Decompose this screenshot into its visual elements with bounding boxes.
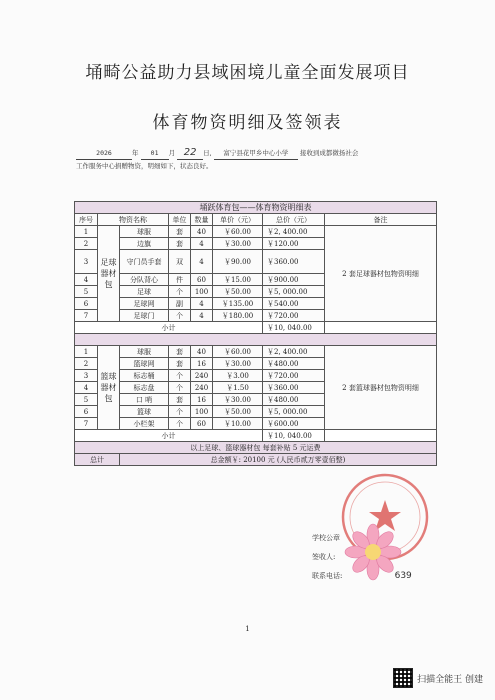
header-qty: 数量 bbox=[191, 214, 213, 226]
row-number: 2 bbox=[75, 358, 98, 370]
item-name: 口 哨 bbox=[120, 394, 169, 406]
item-unit: 套 bbox=[169, 358, 191, 370]
row-number: 6 bbox=[75, 406, 98, 418]
item-qty: 100 bbox=[191, 286, 213, 298]
item-total: ￥600.00 bbox=[263, 418, 325, 430]
item-name: 小栏架 bbox=[120, 418, 169, 430]
item-price: ￥90.00 bbox=[213, 250, 263, 274]
row-number: 7 bbox=[75, 418, 98, 430]
item-total: ￥120.00 bbox=[263, 238, 325, 250]
item-price: ￥15.00 bbox=[213, 274, 263, 286]
row-number: 5 bbox=[75, 394, 98, 406]
item-price: ￥60.00 bbox=[213, 226, 263, 238]
basketball-note: 2 套篮球器材包物资明细 bbox=[325, 346, 437, 430]
item-name: 边旗 bbox=[120, 238, 169, 250]
item-name: 篮球网 bbox=[120, 358, 169, 370]
item-total: ￥2, 400.00 bbox=[263, 346, 325, 358]
row-number: 1 bbox=[75, 346, 98, 358]
football-subtotal-row bbox=[75, 322, 437, 334]
grand-total-label: 总计 bbox=[75, 454, 120, 466]
item-price: ￥50.00 bbox=[213, 286, 263, 298]
header-no: 序号 bbox=[75, 214, 98, 226]
header-total: 总价（元） bbox=[263, 214, 325, 226]
item-qty: 4 bbox=[191, 310, 213, 322]
shipping-note-row bbox=[75, 442, 437, 454]
basketball-group-label: 篮球器材包 bbox=[98, 346, 120, 430]
row-number: 3 bbox=[75, 250, 98, 274]
table-title: 埇跃体育包——体育物资明细表 bbox=[75, 202, 437, 214]
header-note: 备注 bbox=[325, 214, 437, 226]
scanner-footer bbox=[393, 668, 483, 688]
item-price: ￥50.00 bbox=[213, 406, 263, 418]
item-price: ￥30.00 bbox=[213, 394, 263, 406]
item-total: ￥360.00 bbox=[263, 382, 325, 394]
materials-table bbox=[74, 201, 437, 466]
qr-code-icon bbox=[393, 668, 413, 688]
item-total: ￥5, 000.00 bbox=[263, 286, 325, 298]
header-price: 单价（元） bbox=[213, 214, 263, 226]
row-number: 5 bbox=[75, 286, 98, 298]
header-name: 物资名称 bbox=[98, 214, 169, 226]
item-unit: 双 bbox=[169, 250, 191, 274]
item-price: ￥30.00 bbox=[213, 238, 263, 250]
item-qty: 40 bbox=[191, 346, 213, 358]
month-suffix: 月 bbox=[168, 149, 176, 157]
item-name: 足球 bbox=[120, 286, 169, 298]
item-qty: 240 bbox=[191, 370, 213, 382]
item-total: ￥360.00 bbox=[263, 250, 325, 274]
year-field: 2026 bbox=[76, 147, 132, 160]
item-qty: 60 bbox=[191, 418, 213, 430]
item-name: 足球门 bbox=[120, 310, 169, 322]
item-qty: 4 bbox=[191, 238, 213, 250]
row-number: 4 bbox=[75, 274, 98, 286]
football-subtotal-label: 小计 bbox=[75, 322, 263, 334]
row-number: 7 bbox=[75, 310, 98, 322]
intro-text-1: 接收到成都微扬社会 bbox=[299, 149, 359, 157]
month-field: 01 bbox=[141, 147, 169, 160]
item-total: ￥480.00 bbox=[263, 358, 325, 370]
header-unit: 单位 bbox=[169, 214, 191, 226]
item-price: ￥180.00 bbox=[213, 310, 263, 322]
item-name: 球服 bbox=[120, 346, 169, 358]
project-title: 埇畸公益助力县域困境儿童全面发展项目 bbox=[85, 63, 410, 83]
item-qty: 240 bbox=[191, 382, 213, 394]
grand-total-row bbox=[75, 454, 437, 466]
item-qty: 40 bbox=[191, 226, 213, 238]
item-price: ￥30.00 bbox=[213, 358, 263, 370]
item-unit: 个 bbox=[169, 370, 191, 382]
item-unit: 套 bbox=[169, 394, 191, 406]
school-field: 富宁县花甲乡中心小学 bbox=[214, 147, 298, 160]
item-name: 足球网 bbox=[120, 298, 169, 310]
row-number: 1 bbox=[75, 226, 98, 238]
item-name: 标志盘 bbox=[120, 382, 169, 394]
row-number: 4 bbox=[75, 382, 98, 394]
football-group-label: 足球器材包 bbox=[98, 226, 120, 322]
intro-text-2: 工作服务中心捐赠物资，明细如下，状态良好。 bbox=[76, 162, 213, 170]
phone-prefix: 联系电话: bbox=[312, 572, 343, 580]
signer-label: 签收人: bbox=[312, 553, 336, 561]
page-number: 1 bbox=[245, 625, 250, 633]
basketball-subtotal-label: 小计 bbox=[75, 430, 263, 442]
item-total: ￥900.00 bbox=[263, 274, 325, 286]
basketball-row bbox=[75, 346, 437, 358]
section-separator bbox=[75, 334, 437, 346]
item-total: ￥720.00 bbox=[263, 370, 325, 382]
item-unit: 副 bbox=[169, 298, 191, 310]
football-note: 2 套足球器材包物资明细 bbox=[325, 226, 437, 322]
row-number: 2 bbox=[75, 238, 98, 250]
item-unit: 套 bbox=[169, 238, 191, 250]
item-name: 球服 bbox=[120, 226, 169, 238]
item-qty: 60 bbox=[191, 274, 213, 286]
item-unit: 套 bbox=[169, 226, 191, 238]
item-name: 篮球 bbox=[120, 406, 169, 418]
item-total: ￥2, 400.00 bbox=[263, 226, 325, 238]
table-header-row bbox=[75, 214, 437, 226]
intro-paragraph bbox=[76, 147, 436, 172]
item-price: ￥135.00 bbox=[213, 298, 263, 310]
football-row bbox=[75, 226, 437, 238]
item-price: ￥10.00 bbox=[213, 418, 263, 430]
item-unit: 个 bbox=[169, 418, 191, 430]
school-stamp-label: 学校公章 bbox=[312, 534, 340, 542]
basketball-subtotal-row bbox=[75, 430, 437, 442]
item-unit: 个 bbox=[169, 382, 191, 394]
item-unit: 件 bbox=[169, 274, 191, 286]
grand-total-value: 总金额￥: 20100 元 (人民币贰万零壹佰整) bbox=[120, 454, 437, 466]
basketball-subtotal-value: ￥10, 040.00 bbox=[263, 430, 325, 442]
day-field: 22 bbox=[177, 147, 203, 160]
item-unit: 个 bbox=[169, 310, 191, 322]
item-unit: 套 bbox=[169, 346, 191, 358]
day-suffix: 日, bbox=[203, 149, 212, 157]
row-number: 6 bbox=[75, 298, 98, 310]
item-name: 分队背心 bbox=[120, 274, 169, 286]
item-total: ￥540.00 bbox=[263, 298, 325, 310]
item-qty: 4 bbox=[191, 298, 213, 310]
item-name: 标志桶 bbox=[120, 370, 169, 382]
football-subtotal-value: ￥10, 040.00 bbox=[263, 322, 325, 334]
item-qty: 16 bbox=[191, 394, 213, 406]
item-qty: 100 bbox=[191, 406, 213, 418]
footer-text: 扫描全能王 创建 bbox=[417, 674, 483, 685]
item-unit: 个 bbox=[169, 406, 191, 418]
phone-tail: 639 bbox=[394, 571, 412, 581]
form-title: 体育物资明细及签领表 bbox=[152, 113, 343, 133]
item-price: ￥1.50 bbox=[213, 382, 263, 394]
item-total: ￥720.00 bbox=[263, 310, 325, 322]
year-suffix: 年 bbox=[132, 149, 139, 157]
item-qty: 16 bbox=[191, 358, 213, 370]
row-number: 3 bbox=[75, 370, 98, 382]
item-qty: 4 bbox=[191, 250, 213, 274]
item-total: ￥480.00 bbox=[263, 394, 325, 406]
item-name: 守门员手套 bbox=[120, 250, 169, 274]
item-price: ￥60.00 bbox=[213, 346, 263, 358]
item-price: ￥3.00 bbox=[213, 370, 263, 382]
item-total: ￥5, 000.00 bbox=[263, 406, 325, 418]
shipping-note: 以上足球、篮球器材包 每套补贴 5 元运费 bbox=[75, 442, 437, 454]
phone-label bbox=[312, 571, 412, 581]
item-unit: 个 bbox=[169, 286, 191, 298]
